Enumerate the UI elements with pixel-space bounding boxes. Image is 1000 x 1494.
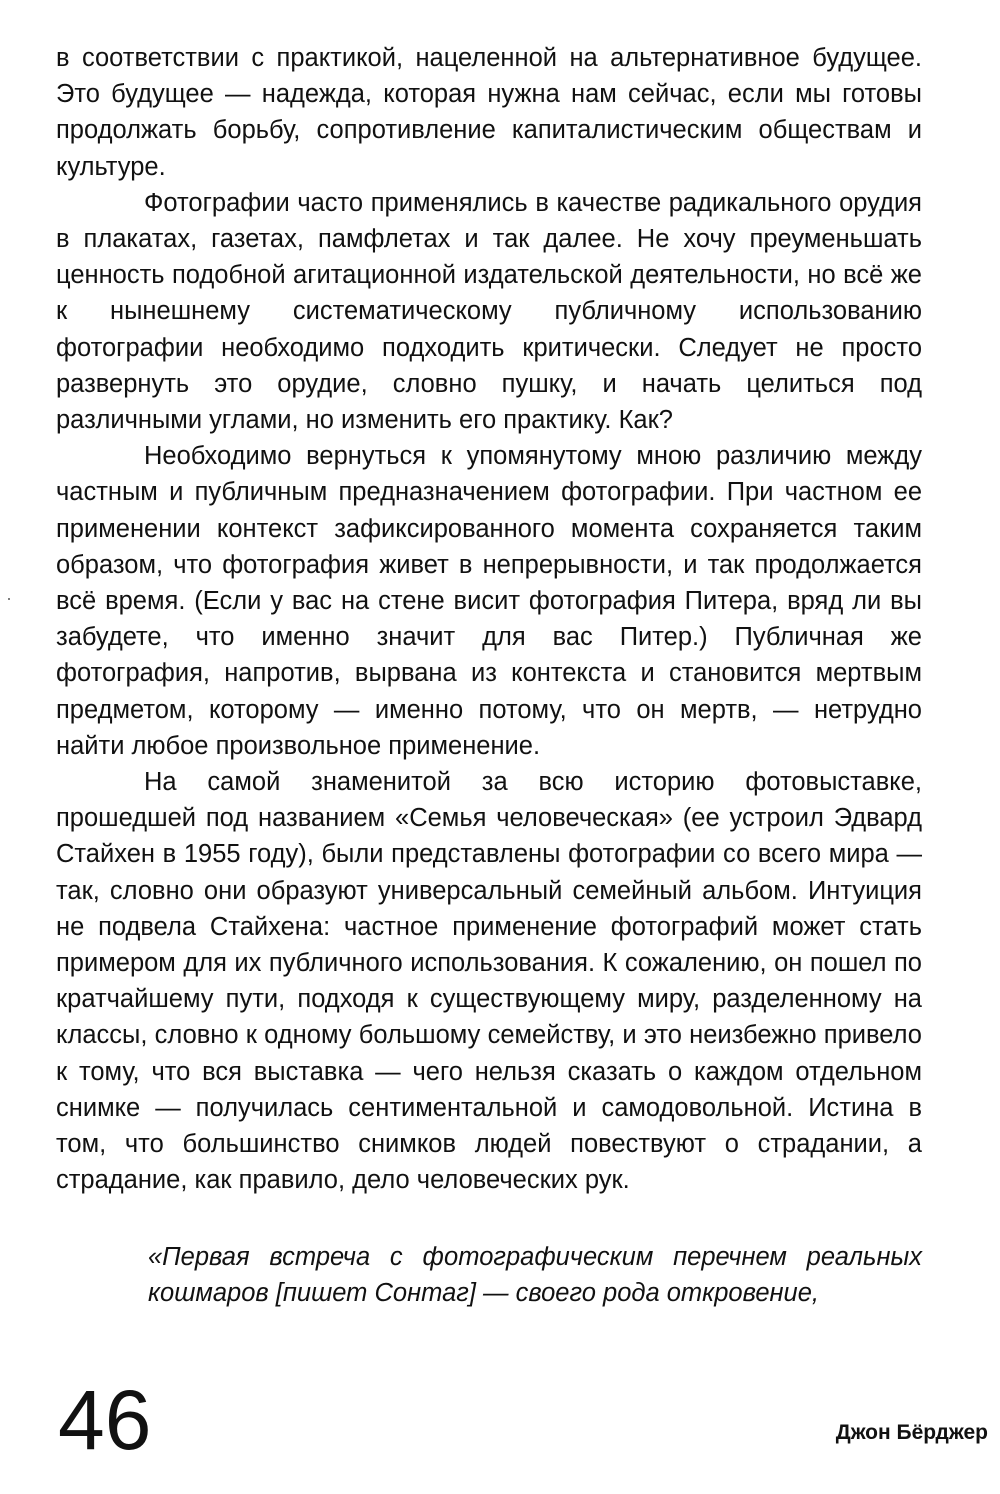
scan-speck: [8, 598, 10, 600]
paragraph-4: На самой знаменитой за всю историю фотовыставке, прошедшей под названием «Семья человеческая» (ее устроил Эдвард Стайхен в 1955 году), были представлены фотографии со всего мира — так, словно они образуют универсальный семейный альбом. Интуиция не подвела Стайхена: частное применение фотографий может стать примером для их публичного использования. К сожалению, он пошел по кратчайшему пути, подходя к существующему миру, разделенному на классы, словно к одному большому семейству, и это неизбежно привело к тому, что вся выставка — чего нельзя сказать о каждом отдельном снимке — получилась сентиментальной и самодовольной. Истина в том, что большинство снимков людей повествуют о страдании, а страдание, как правило, дело человеческих рук.: [56, 768, 922, 1195]
running-footer-author: Джон Бёрджер: [835, 1421, 988, 1444]
page-number: 46: [58, 1373, 152, 1467]
paragraph-1: в соответствии с практикой, нацеленной на альтернативное будущее. Это будущее — надежда, которая нужна нам сейчас, если мы готовы продолжать борьбу, сопротивление капиталистическим обществам и культуре.: [56, 44, 922, 181]
paragraph-2: Фотографии часто применялись в качестве радикального орудия в плакатах, газетах, памфлетах и так далее. Не хочу преуменьшать ценность подобной агитационной издательской деятельности, но всё же к нынешнему систематическому публичному использованию фотографии необходимо подходить критически. Следует не просто развернуть это орудие, словно пушку, и начать целиться под различными углами, но изменить его практику. Как?: [56, 188, 922, 435]
page-text-column: [56, 40, 922, 1311]
paragraph-3: Необходимо вернуться к упомянутому мною различию между частным и публичным предназначением фотографии. При частном ее применении контекст зафиксированного момента сохраняется таким образом, что фотография живет в непрерывности, и так продолжается всё время. (Если у вас на стене висит фотография Питера, вряд ли вы забудете, что именно значит для вас Питер.) Публичная же фотография, напротив, вырвана из контекста и становится мертвым предметом, которому — именно потому, что он мертв, — нетрудно найти любое произвольное применение.: [56, 442, 922, 760]
block-quote: «Первая встреча с фотографическим перечнем реальных кошмаров [пишет Сонтаг] — своего рода откровение,: [148, 1242, 922, 1307]
